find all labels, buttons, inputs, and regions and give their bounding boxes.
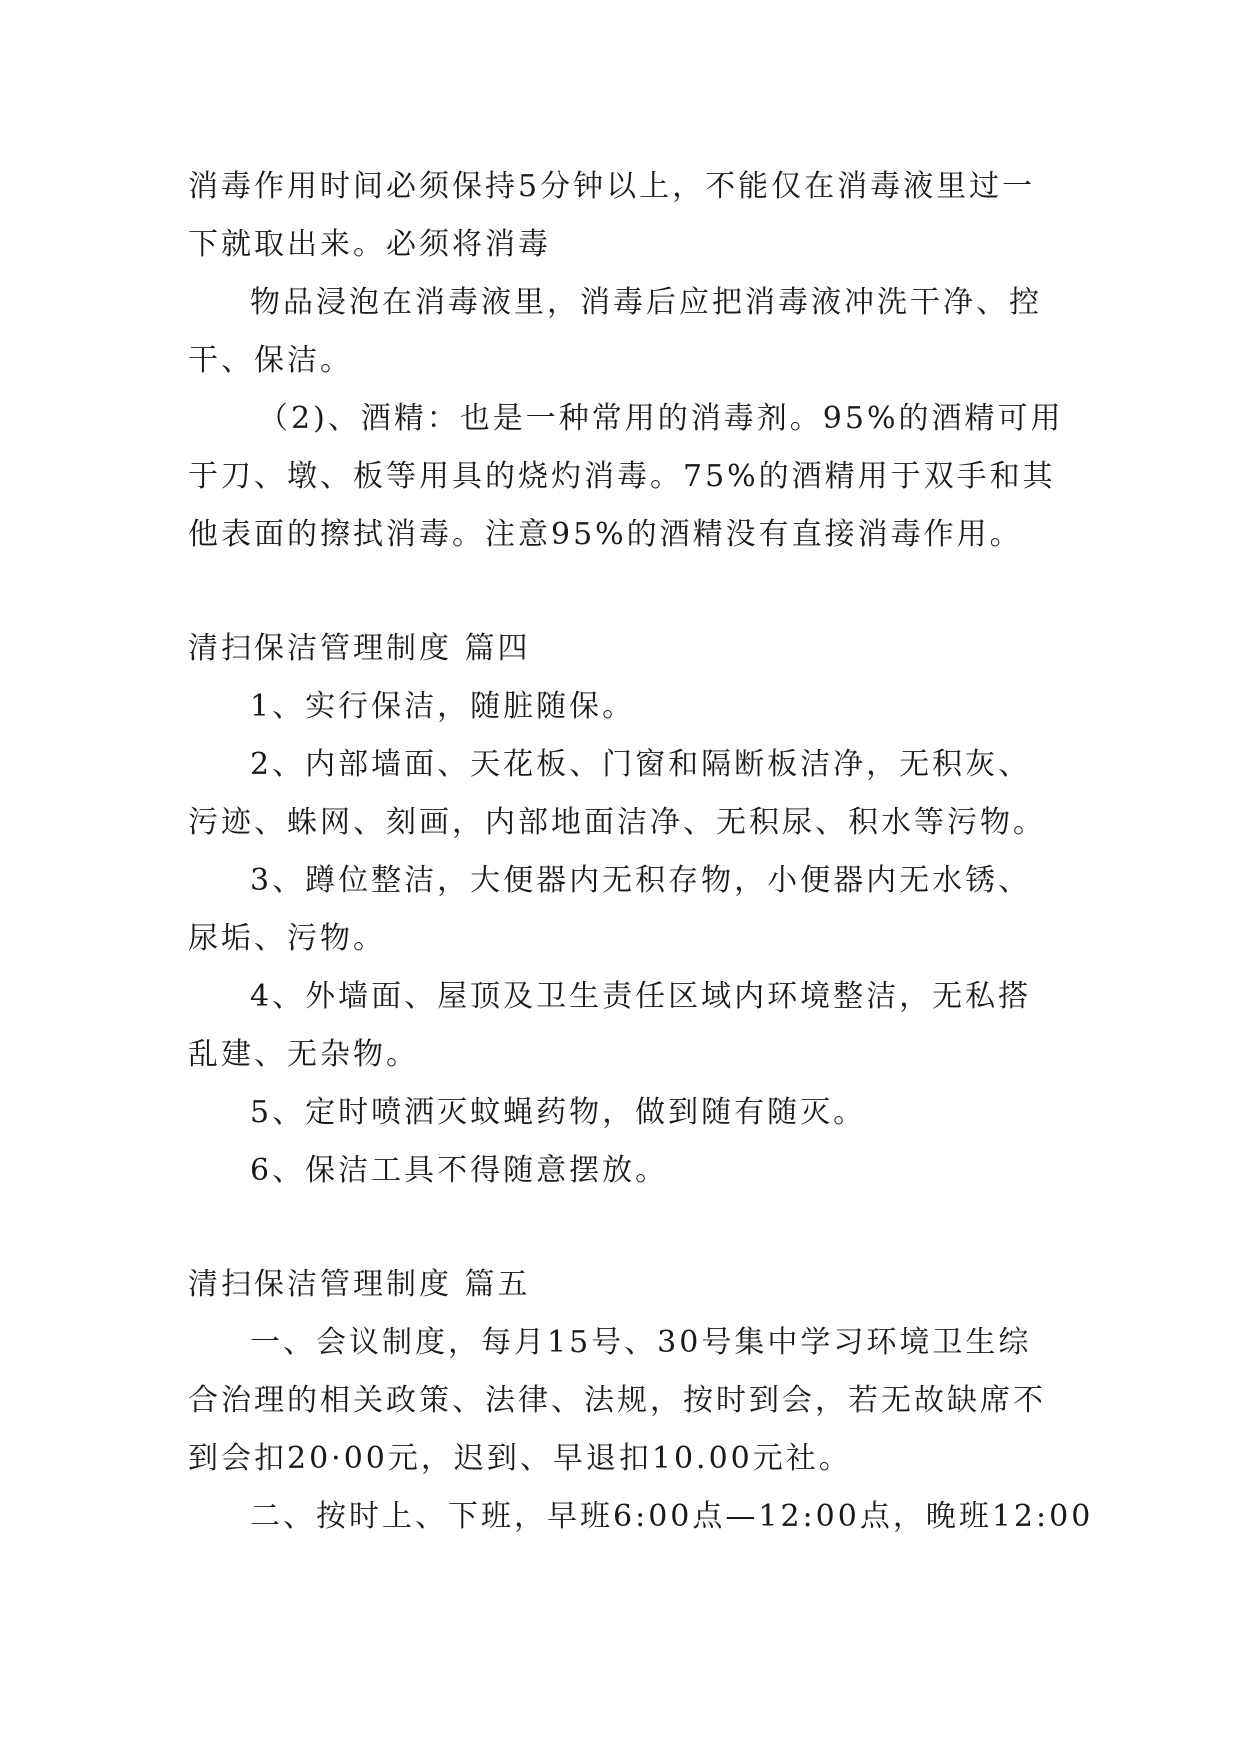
list-item-continued: 乱建、无杂物。 xyxy=(188,1037,419,1072)
paragraph-line: （2)、酒精：也是一种常用的消毒剂。95%的酒精可用 xyxy=(258,401,1064,436)
paragraph-line: 消毒作用时间必须保持5分钟以上，不能仅在消毒液里过一 xyxy=(188,169,1036,204)
list-item-continued: 到会扣20·00元，迟到、早退扣10.00元社。 xyxy=(188,1441,852,1476)
paragraph-line: 下就取出来。必须将消毒 xyxy=(188,227,551,262)
list-item: 5、定时喷洒灭蚊蝇药物，做到随有随灭。 xyxy=(250,1095,867,1130)
paragraph-line: 干、保洁。 xyxy=(188,343,353,378)
list-item: 3、蹲位整洁，大便器内无积存物，小便器内无水锈、 xyxy=(250,863,1032,898)
list-item: 一、会议制度，每月15号、30号集中学习环境卫生综 xyxy=(250,1325,1032,1360)
paragraph-line: 物品浸泡在消毒液里，消毒后应把消毒液冲洗干净、控 xyxy=(250,285,1042,320)
section-heading: 清扫保洁管理制度 篇五 xyxy=(188,1267,531,1302)
list-item-continued: 合治理的相关政策、法律、法规，按时到会，若无故缺席不 xyxy=(188,1383,1046,1418)
section-heading: 清扫保洁管理制度 篇四 xyxy=(188,631,531,666)
list-item: 6、保洁工具不得随意摆放。 xyxy=(250,1153,669,1188)
section-gap xyxy=(188,1200,1068,1256)
list-item: 1、实行保洁，随脏随保。 xyxy=(250,689,636,724)
document-body xyxy=(188,158,1094,1546)
list-item: 2、内部墙面、天花板、门窗和隔断板洁净，无积灰、 xyxy=(250,747,1032,782)
list-item-continued: 尿垢、污物。 xyxy=(188,921,386,956)
paragraph-line: 于刀、墩、板等用具的烧灼消毒。75%的酒精用于双手和其 xyxy=(188,459,1056,494)
section-gap xyxy=(188,564,1068,620)
list-item-continued: 污迹、蛛网、刻画，内部地面洁净、无积尿、积水等污物。 xyxy=(188,805,1046,840)
paragraph-line: 他表面的擦拭消毒。注意95%的酒精没有直接消毒作用。 xyxy=(188,517,1023,552)
list-item: 4、外墙面、屋顶及卫生责任区域内环境整洁，无私搭 xyxy=(250,979,1032,1014)
list-item: 二、按时上、下班，早班6:00点—12:00点，晚班12:00 xyxy=(250,1499,1094,1534)
